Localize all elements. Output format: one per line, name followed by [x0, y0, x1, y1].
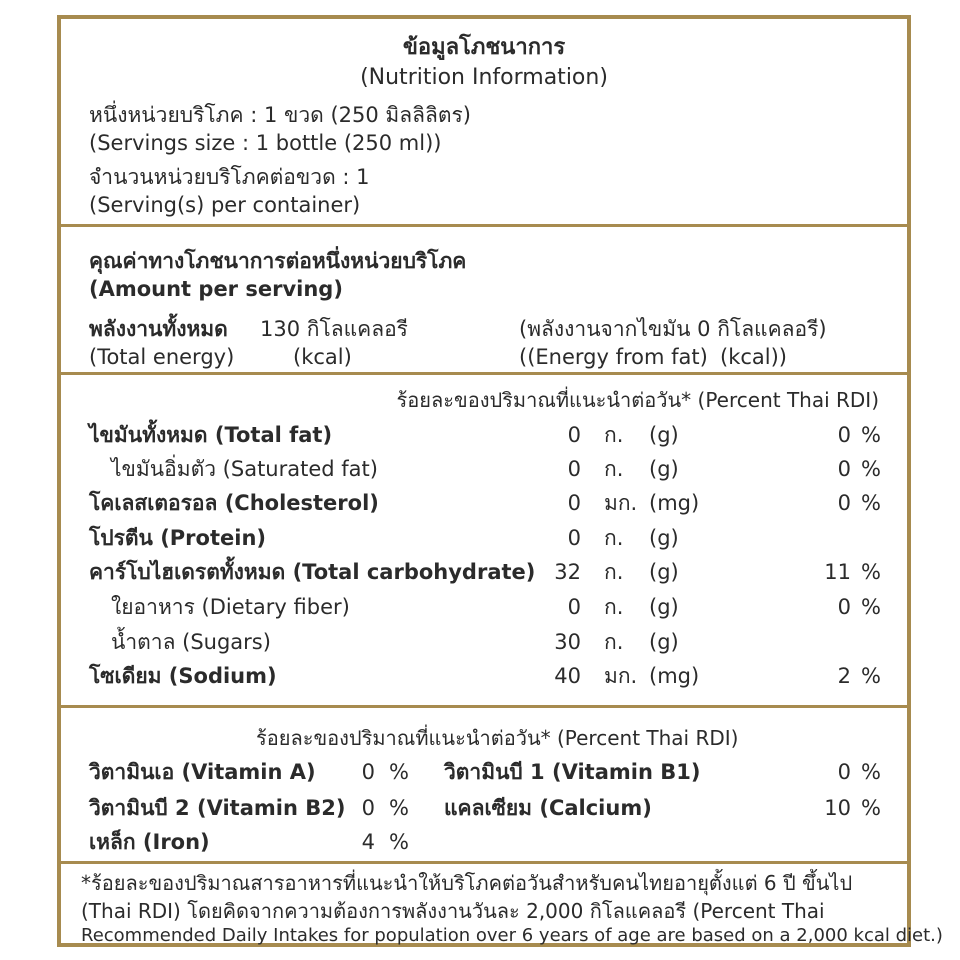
nutrient-label: โคเลสเตอรอล (Cholesterol)	[89, 491, 379, 515]
nutrient-unit-thai: ก.	[604, 630, 624, 654]
nutrient-label: ไขมันอิ่มตัว (Saturated fat)	[111, 457, 378, 481]
fat-energy-unit-english: (kcal))	[720, 345, 787, 369]
nutrient-unit-thai: ก.	[604, 423, 624, 447]
fat-energy-thai: (พลังงานจากไขมัน 0 กิโลแคลอรี)	[519, 317, 827, 341]
footnote-line-1: *ร้อยละของปริมาณสารอาหารที่แนะนำให้บริโภคต่อวันสำหรับคนไทยอายุตั้งแต่ 6 ปี ขึ้นไป	[81, 871, 853, 895]
footnote-line-2: (Thai RDI) โดยคิดจากความต้องการพลังงานวันละ 2,000 กิโลแคลอรี (Percent Thai	[81, 899, 825, 923]
nutrients-rdi-header: ร้อยละของปริมาณที่แนะนำต่อวัน* (Percent Thai RDI)	[396, 388, 879, 412]
nutrient-rdi-percent-sign: %	[861, 664, 881, 688]
vitamin-label: วิตามินเอ (Vitamin A)	[89, 760, 316, 784]
nutrient-value: 0	[567, 491, 581, 515]
nutrient-unit-thai: ก.	[604, 595, 624, 619]
vitamin-label: แคลเซียม (Calcium)	[444, 796, 652, 820]
nutrient-rdi-percent: 11	[824, 560, 851, 584]
nutrient-value: 32	[554, 560, 581, 584]
nutrient-unit-english: (g)	[649, 423, 679, 447]
nutrient-unit-english: (g)	[649, 526, 679, 550]
nutrient-unit-thai: ก.	[604, 560, 624, 584]
nutrient-value: 0	[567, 423, 581, 447]
serving-size-thai: หนึ่งหน่วยบริโภค : 1 ขวด (250 มิลลิลิตร)	[89, 103, 471, 127]
nutrient-rdi-percent: 0	[837, 491, 851, 515]
nutrient-rdi-percent: 0	[837, 423, 851, 447]
vitamins-rdi-header: ร้อยละของปริมาณที่แนะนำต่อวัน* (Percent Thai RDI)	[256, 726, 739, 750]
nutrients-section	[61, 375, 907, 705]
header-section	[61, 19, 907, 224]
energy-value-thai: 130 กิโลแคลอรี	[260, 317, 408, 341]
nutrient-value: 30	[554, 630, 581, 654]
vitamin-pct: 4	[361, 830, 375, 854]
nutrient-unit-english: (g)	[649, 595, 679, 619]
nutrient-value: 40	[554, 664, 581, 688]
nutrient-rdi-percent-sign: %	[861, 491, 881, 515]
nutrient-value: 0	[567, 457, 581, 481]
vitamin-pct: 10	[824, 796, 851, 820]
energy-unit-english: (kcal)	[293, 345, 352, 369]
nutrient-value: 0	[567, 526, 581, 550]
nutrient-label: ใยอาหาร (Dietary fiber)	[111, 595, 350, 619]
nutrient-value: 0	[567, 595, 581, 619]
nutrient-label: โปรตีน (Protein)	[89, 526, 266, 550]
vitamin-pct-sign: %	[861, 796, 881, 820]
nutrient-rdi-percent-sign: %	[861, 595, 881, 619]
vitamin-pct-sign: %	[389, 830, 409, 854]
nutrient-rdi-percent: 0	[837, 595, 851, 619]
vitamin-pct-sign: %	[861, 760, 881, 784]
nutrient-rdi-percent-sign: %	[861, 560, 881, 584]
nutrition-label	[57, 15, 943, 947]
title-thai: ข้อมูลโภชนาการ	[402, 35, 566, 60]
vitamin-label: วิตามินบี 2 (Vitamin B2)	[89, 796, 346, 820]
vitamin-label: วิตามินบี 1 (Vitamin B1)	[444, 760, 701, 784]
nutrient-unit-thai: มก.	[604, 664, 638, 688]
servings-per-container-english: (Serving(s) per container)	[89, 193, 361, 217]
nutrient-unit-english: (g)	[649, 630, 679, 654]
servings-per-container-thai: จำนวนหน่วยบริโภคต่อขวด : 1	[89, 165, 370, 189]
footnote-line-3: Recommended Daily Intakes for population over 6 years of age are based on a 2,000 kcal diet.)	[81, 925, 943, 946]
nutrient-unit-english: (g)	[649, 560, 679, 584]
vitamin-label: เหล็ก (Iron)	[89, 830, 210, 854]
vitamin-pct-sign: %	[389, 796, 409, 820]
vitamin-pct: 0	[361, 760, 375, 784]
footnote-section	[61, 864, 943, 946]
nutrient-unit-english: (g)	[649, 457, 679, 481]
amount-heading-thai: คุณค่าทางโภชนาการต่อหนึ่งหน่วยบริโภค	[89, 249, 467, 273]
vitamin-pct: 0	[837, 760, 851, 784]
amount-section	[61, 227, 907, 372]
title-english: (Nutrition Information)	[360, 65, 608, 90]
nutrient-rdi-percent-sign: %	[861, 423, 881, 447]
energy-label-english: (Total energy)	[89, 345, 235, 369]
nutrient-unit-thai: มก.	[604, 491, 638, 515]
nutrient-unit-thai: ก.	[604, 526, 624, 550]
nutrient-rdi-percent: 0	[837, 457, 851, 481]
nutrient-rdi-percent-sign: %	[861, 457, 881, 481]
vitamins-section	[61, 708, 907, 854]
energy-label-thai: พลังงานทั้งหมด	[89, 317, 228, 341]
nutrient-label: ไขมันทั้งหมด (Total fat)	[89, 423, 333, 447]
nutrient-unit-english: (mg)	[649, 664, 700, 688]
vitamin-pct: 0	[361, 796, 375, 820]
nutrient-unit-thai: ก.	[604, 457, 624, 481]
nutrient-label: คาร์โบไฮเดรตทั้งหมด (Total carbohydrate)	[89, 560, 536, 584]
amount-heading-english: (Amount per serving)	[89, 277, 343, 301]
vitamin-pct-sign: %	[389, 760, 409, 784]
nutrient-rdi-percent: 2	[837, 664, 851, 688]
nutrient-label: โซเดียม (Sodium)	[89, 664, 277, 688]
nutrient-unit-english: (mg)	[649, 491, 700, 515]
serving-size-english: (Servings size : 1 bottle (250 ml))	[89, 131, 442, 155]
fat-energy-english: ((Energy from fat)	[519, 345, 708, 369]
nutrient-label: น้ำตาล (Sugars)	[111, 630, 271, 654]
